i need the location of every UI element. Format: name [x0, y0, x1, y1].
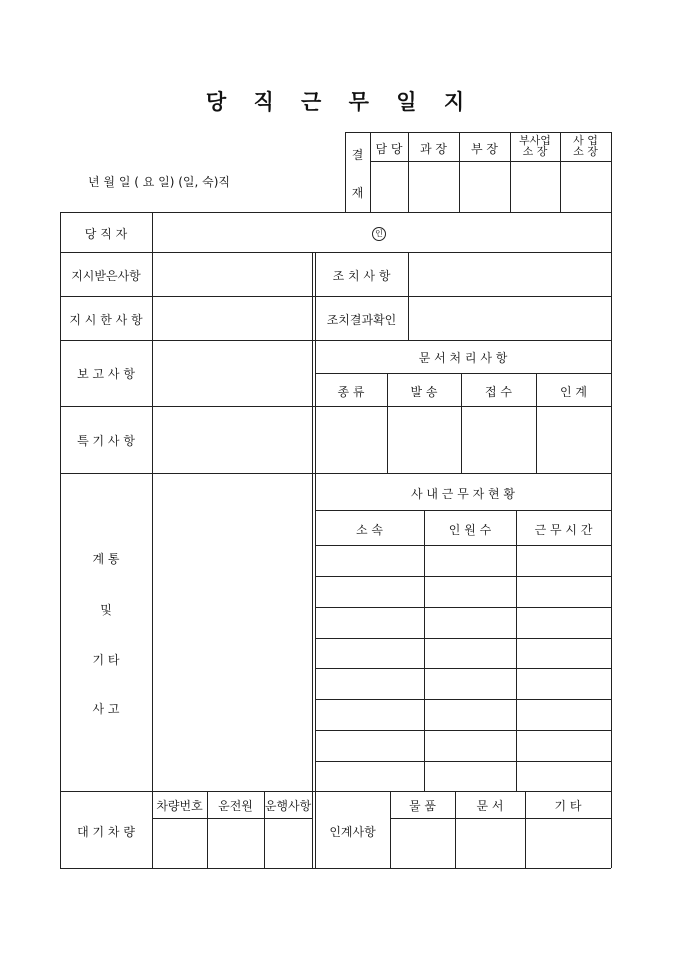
vehicle-col-number: 차량번호 — [156, 799, 203, 813]
approval-col-deputy-director — [510, 135, 560, 157]
staff-col-affiliation: 소 속 — [356, 523, 383, 537]
incidents-line-1: 계 통 — [92, 552, 120, 566]
doc-col-sent: 발 송 — [410, 385, 438, 399]
special-notes-label: 특 기 사 항 — [77, 434, 135, 448]
date-line: 년 월 일 ( 요 일) (일, 숙)직 — [88, 175, 230, 189]
staff-col-hours: 근 무 시 간 — [534, 523, 593, 537]
incidents-line-2: 및 — [100, 603, 112, 617]
action-result-check-label: 조치결과확인 — [326, 313, 397, 327]
doc-col-handover: 인 계 — [560, 385, 587, 399]
instructions-received-label: 지시받은사항 — [71, 269, 141, 283]
approval-col-director — [560, 135, 611, 157]
approval-col-section-chief: 과 장 — [420, 142, 447, 156]
handover-col-goods: 물 품 — [409, 799, 436, 813]
document-processing-header: 문 서 처 리 사 항 — [418, 351, 508, 365]
approval-col-deputy-line1: 부사업 — [519, 134, 551, 147]
duty-person-label: 당 직 자 — [84, 227, 128, 241]
standby-vehicle-label: 대 기 차 량 — [77, 825, 135, 839]
seal-mark: 인 — [372, 227, 386, 241]
document-title: 당 직 근 무 일 지 — [205, 89, 475, 114]
vehicle-col-operation: 운행사항 — [264, 799, 312, 813]
actions-taken-label: 조 치 사 항 — [332, 269, 391, 283]
instructions-given-label: 지 시 한 사 항 — [69, 313, 143, 327]
handover-col-documents: 문 서 — [476, 799, 504, 813]
vehicle-col-driver: 운전원 — [218, 799, 253, 813]
incidents-line-4: 사 고 — [92, 702, 120, 716]
approval-col-staff: 담 당 — [375, 142, 403, 156]
handover-label: 인계사항 — [329, 825, 376, 839]
handover-col-other: 기 타 — [554, 799, 582, 813]
approval-label-top: 결 — [351, 148, 364, 162]
approval-col-deputy-line2: 소 장 — [522, 145, 548, 158]
approval-label-bottom: 재 — [351, 186, 364, 200]
approval-col-director-line1: 사 업 — [573, 134, 598, 147]
staff-status-header: 사 내 근 무 자 현 황 — [410, 487, 516, 501]
doc-col-received: 접 수 — [485, 385, 512, 399]
doc-col-type: 종 류 — [337, 385, 365, 399]
incidents-line-3: 기 타 — [92, 653, 120, 667]
approval-col-dept-head: 부 장 — [471, 142, 498, 156]
report-items-label: 보 고 사 항 — [77, 367, 135, 381]
approval-col-director-line2: 소 장 — [573, 145, 598, 158]
staff-col-headcount: 인 원 수 — [448, 523, 492, 537]
